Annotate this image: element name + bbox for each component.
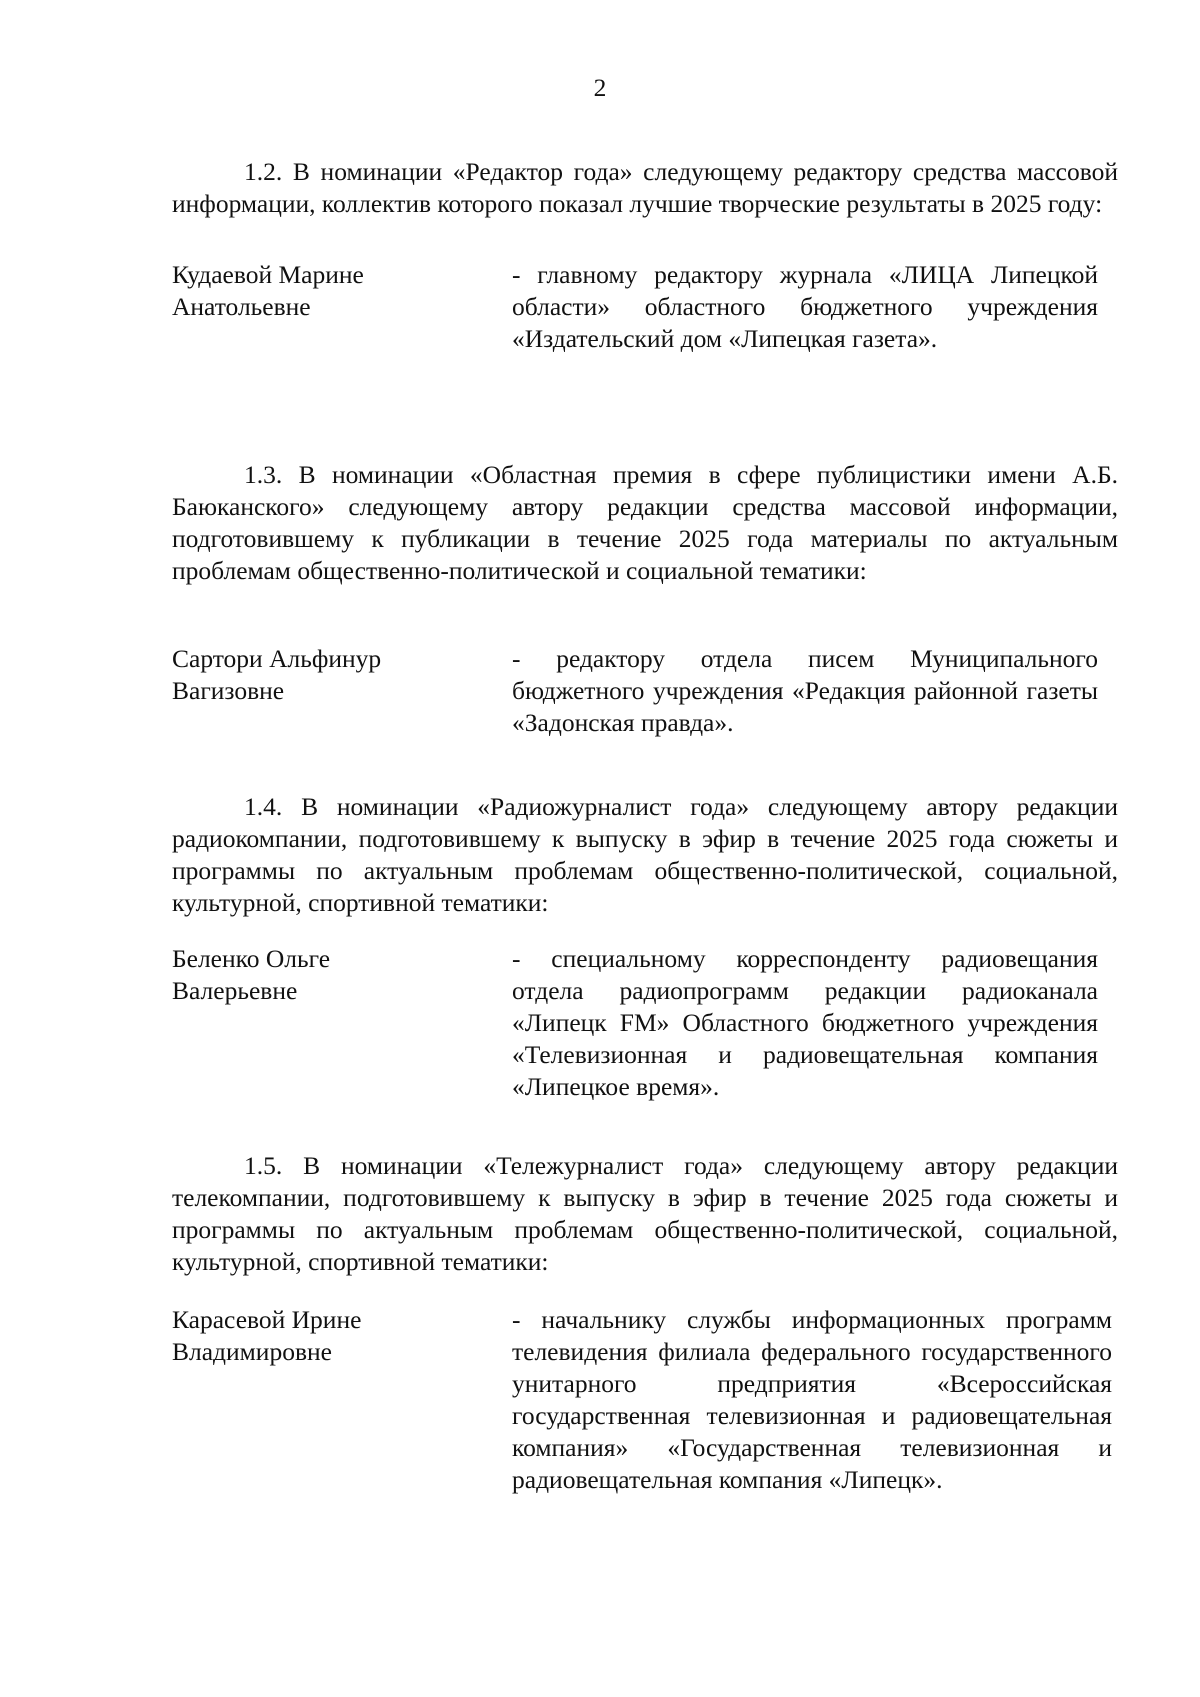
awardee-name-line2: Владимировне bbox=[172, 1337, 332, 1366]
awardee-name bbox=[172, 1304, 512, 1496]
section-1-2-awardee bbox=[172, 259, 1118, 355]
page-number: 2 bbox=[593, 73, 607, 102]
section-1-5-intro: 1.5. В номинации «Тележурналист года» следующему автору редакции телекомпании, подготовившему к выпуску в эфир в течение 2025 года сюжеты и программы по актуальным проблемам общественно-политической, социальной, культурной, спортивной тематики: bbox=[172, 1151, 1118, 1276]
awardee-name-line1: Карасевой Ирине bbox=[172, 1305, 362, 1334]
awardee-description: - главному редактору журнала «ЛИЦА Липецкой области» областного бюджетного учреждения «Издательский дом «Липецкая газета». bbox=[512, 260, 1098, 353]
section-1-5-awardee bbox=[172, 1304, 1118, 1496]
awardee-name bbox=[172, 943, 512, 1103]
awardee-name-line2: Вагизовне bbox=[172, 676, 285, 705]
awardee-name-line2: Валерьевне bbox=[172, 976, 298, 1005]
awardee-description: - редактору отдела писем Муниципального бюджетного учреждения «Редакция районной газеты «Задонская правда». bbox=[512, 644, 1098, 737]
awardee-name-line1: Кудаевой Марине bbox=[172, 260, 364, 289]
section-1-2-intro: 1.2. В номинации «Редактор года» следующему редактору средства массовой информации, коллектив которого показал лучшие творческие результаты в 2025 году: bbox=[172, 157, 1118, 218]
awardee-name bbox=[172, 259, 512, 355]
awardee-name-line1: Беленко Ольге bbox=[172, 944, 331, 973]
awardee-name-line2: Анатольевне bbox=[172, 292, 311, 321]
awardee-description: - специальному корреспонденту радиовещания отдела радиопрограмм редакции радиоканала «Липецк FM» Областного бюджетного учреждения «Телевизионная и радиовещательная компания «Липецкое время». bbox=[512, 944, 1098, 1101]
section-1-3-awardee bbox=[172, 643, 1118, 739]
awardee-description: - начальнику службы информационных программ телевидения филиала федерального государственного унитарного предприятия «Всероссийская государственная телевизионная и радиовещательная компания» «Государственная телевизионная и радиовещательная компания «Липецк». bbox=[512, 1305, 1112, 1494]
section-1-4-awardee bbox=[172, 943, 1118, 1103]
awardee-name bbox=[172, 643, 512, 739]
awardee-name-line1: Сартори Альфинур bbox=[172, 644, 382, 673]
section-1-3-intro: 1.3. В номинации «Областная премия в сфере публицистики имени А.Б. Баюканского» следующему автору редакции средства массовой информации, подготовившему к публикации в течение 2025 года материалы по актуальным проблемам общественно-политической и социальной тематики: bbox=[172, 460, 1118, 585]
section-1-4-intro: 1.4. В номинации «Радиожурналист года» следующему автору редакции радиокомпании, подготовившему к выпуску в эфир в течение 2025 года сюжеты и программы по актуальным проблемам общественно-политической, социальной, культурной, спортивной тематики: bbox=[172, 792, 1118, 917]
